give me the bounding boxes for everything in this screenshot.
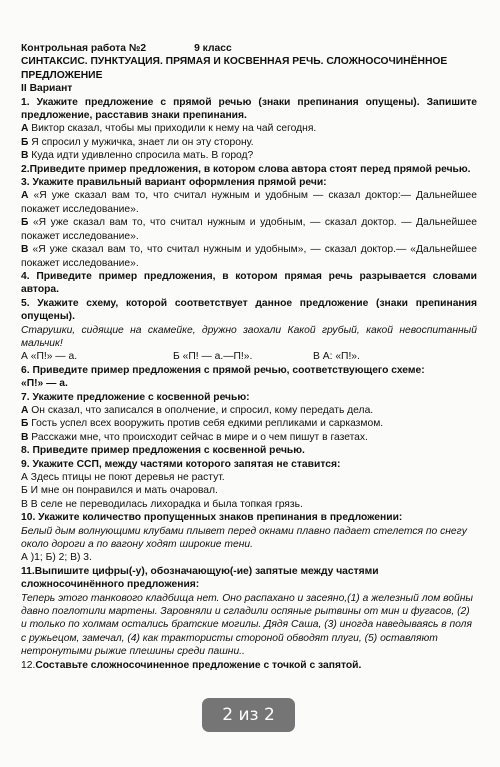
q3-option-c [21, 243, 477, 270]
option-letter: Б [21, 418, 29, 430]
q3-option-b [21, 216, 477, 243]
q5-option-a: А «П!» — а. [21, 351, 78, 363]
option-text: «Я уже сказал вам то, что считал нужным и удобным — сказал доктор:— Дальнейшее покажет исследование». [21, 190, 477, 215]
option-text: Он сказал, что записался в ополчение, и спросил, кому передать дела. [28, 404, 374, 416]
q7-option-b [21, 417, 477, 430]
worksheet-grade: 9 класс [194, 43, 232, 54]
q9-option-a: А Здесь птицы не поют деревья не растут. [21, 472, 225, 483]
option-text: Гость успел всех вооружить против себя едкими репликами и сарказмом. [28, 418, 384, 430]
question-12 [21, 659, 477, 672]
question-10: 10. Укажите количество пропущенных знаков препинания в предложении: [21, 512, 403, 524]
option-letter: Б [21, 217, 29, 229]
option-letter: В [21, 150, 29, 162]
question-3: 3. Укажите правильный вариант оформления прямой речи: [21, 177, 327, 189]
option-letter: А [21, 123, 29, 135]
q5-sentence: Старушки, сидящие на скамейке, дружно заохали Какой грубый, какой невоспитанный мальчик! [21, 324, 477, 349]
question-4: 4. Приведите пример предложения, в котором прямая речь разрывается словами автора. [21, 270, 477, 296]
page-counter-badge: 2 из 2 [202, 698, 295, 732]
option-letter: В [21, 431, 29, 443]
option-text: Виктор сказал, чтобы мы приходили к нему на чай сегодня. [28, 123, 317, 135]
worksheet-variant: II Вариант [21, 83, 73, 95]
question-5: 5. Укажите схему, которой соответствует данное предложение (знаки препинания опущены). [21, 297, 477, 323]
worksheet-header [21, 42, 477, 55]
option-letter: Б [21, 136, 29, 148]
q11-passage: Теперь этого танкового кладбища нет. Оно распахано и засеяно,(1) а железный лом войны давно поглотили мартены. Заровняли и сгладили оспяные рытвины от мин и фугасов, (2) и только по холмам остались братские могилы. Дядя Саша, (3) иногда наведываясь в поля с ружьецом, замечал, (4) как трактористы стороной обводят плуги, (5) оставляют нетронутыми рыжие плешины среди пашни.. [21, 592, 473, 658]
question-9: 9. Укажите ССП, между частями которого запятая не ставится: [21, 458, 341, 470]
q5-option-b: Б «П! — а.—П!». [173, 351, 253, 363]
q10-options: А )1; Б) 2; В) 3. [21, 552, 92, 564]
q3-option-a [21, 189, 477, 216]
q5-options [21, 350, 477, 363]
q1-option-b [21, 136, 477, 149]
q10-sentence: Белый дым волнующими клубами плывет перед окнами плавно падает стелется по снегу около дороги а по вагону ходят широкие тени. [21, 525, 467, 551]
question-text: Составьте сложносочиненное предложение с точкой с запятой. [35, 659, 362, 671]
question-1: 1. Укажите предложение с прямой речью (знаки препинания опущены). Запишите предложение, расставив знаки препинания. [21, 96, 477, 122]
q1-option-a [21, 122, 477, 135]
question-7: 7. Укажите предложение с косвенной речью: [21, 391, 250, 403]
q6-scheme: «П!» — а. [21, 378, 68, 390]
q7-option-a [21, 404, 477, 417]
option-text: Куда идти удивленно спросила мать. В город? [28, 150, 254, 162]
option-letter: А [21, 190, 29, 202]
question-8: 8. Приведите пример предложения с косвенной речью. [21, 445, 305, 457]
q7-option-c [21, 431, 477, 444]
question-2: 2.Приведите пример предложения, в котором слова автора стоят перед прямой речью. [21, 163, 471, 175]
option-letter: В [21, 244, 29, 256]
question-number: 12. [21, 659, 36, 671]
question-6: 6. Приведите пример предложения с прямой речью, соответствующего схеме: [21, 364, 425, 376]
q5-option-c: В А: «П!». [313, 351, 360, 363]
q1-option-c [21, 149, 477, 162]
option-text: «Я уже сказал вам то, что считал нужным и удобным», — сказал доктор.— «Дальнейшее покажет исследование». [21, 244, 477, 269]
worksheet-content [21, 42, 477, 672]
option-text: «Я уже сказал вам то, что считал нужным и удобным, — сказал доктор. — Дальнейшее покажет исследование». [21, 217, 477, 242]
q9-option-b: Б И мне он понравился и мать очаровал. [21, 485, 218, 497]
worksheet-topic: СИНТАКСИС. ПУНКТУАЦИЯ. ПРЯМАЯ И КОСВЕННАЯ РЕЧЬ. СЛОЖНОСОЧИНЁННОЕ ПРЕДЛОЖЕНИЕ [21, 56, 448, 81]
option-letter: А [21, 404, 29, 416]
worksheet-title: Контрольная работа №2 [21, 43, 147, 54]
q9-option-c: В В селе не переводилась лихорадка и была топкая грязь. [21, 498, 303, 510]
option-text: Расскажи мне, что происходит сейчас в мире и о чем пишут в газетах. [28, 431, 368, 443]
option-text: Я спросил у мужичка, знает ли он эту сторону. [28, 136, 254, 148]
question-11: 11.Выпишите цифры(-у), обозначающую(-ие) запятые между частями сложносочинённого предложения: [21, 565, 379, 591]
